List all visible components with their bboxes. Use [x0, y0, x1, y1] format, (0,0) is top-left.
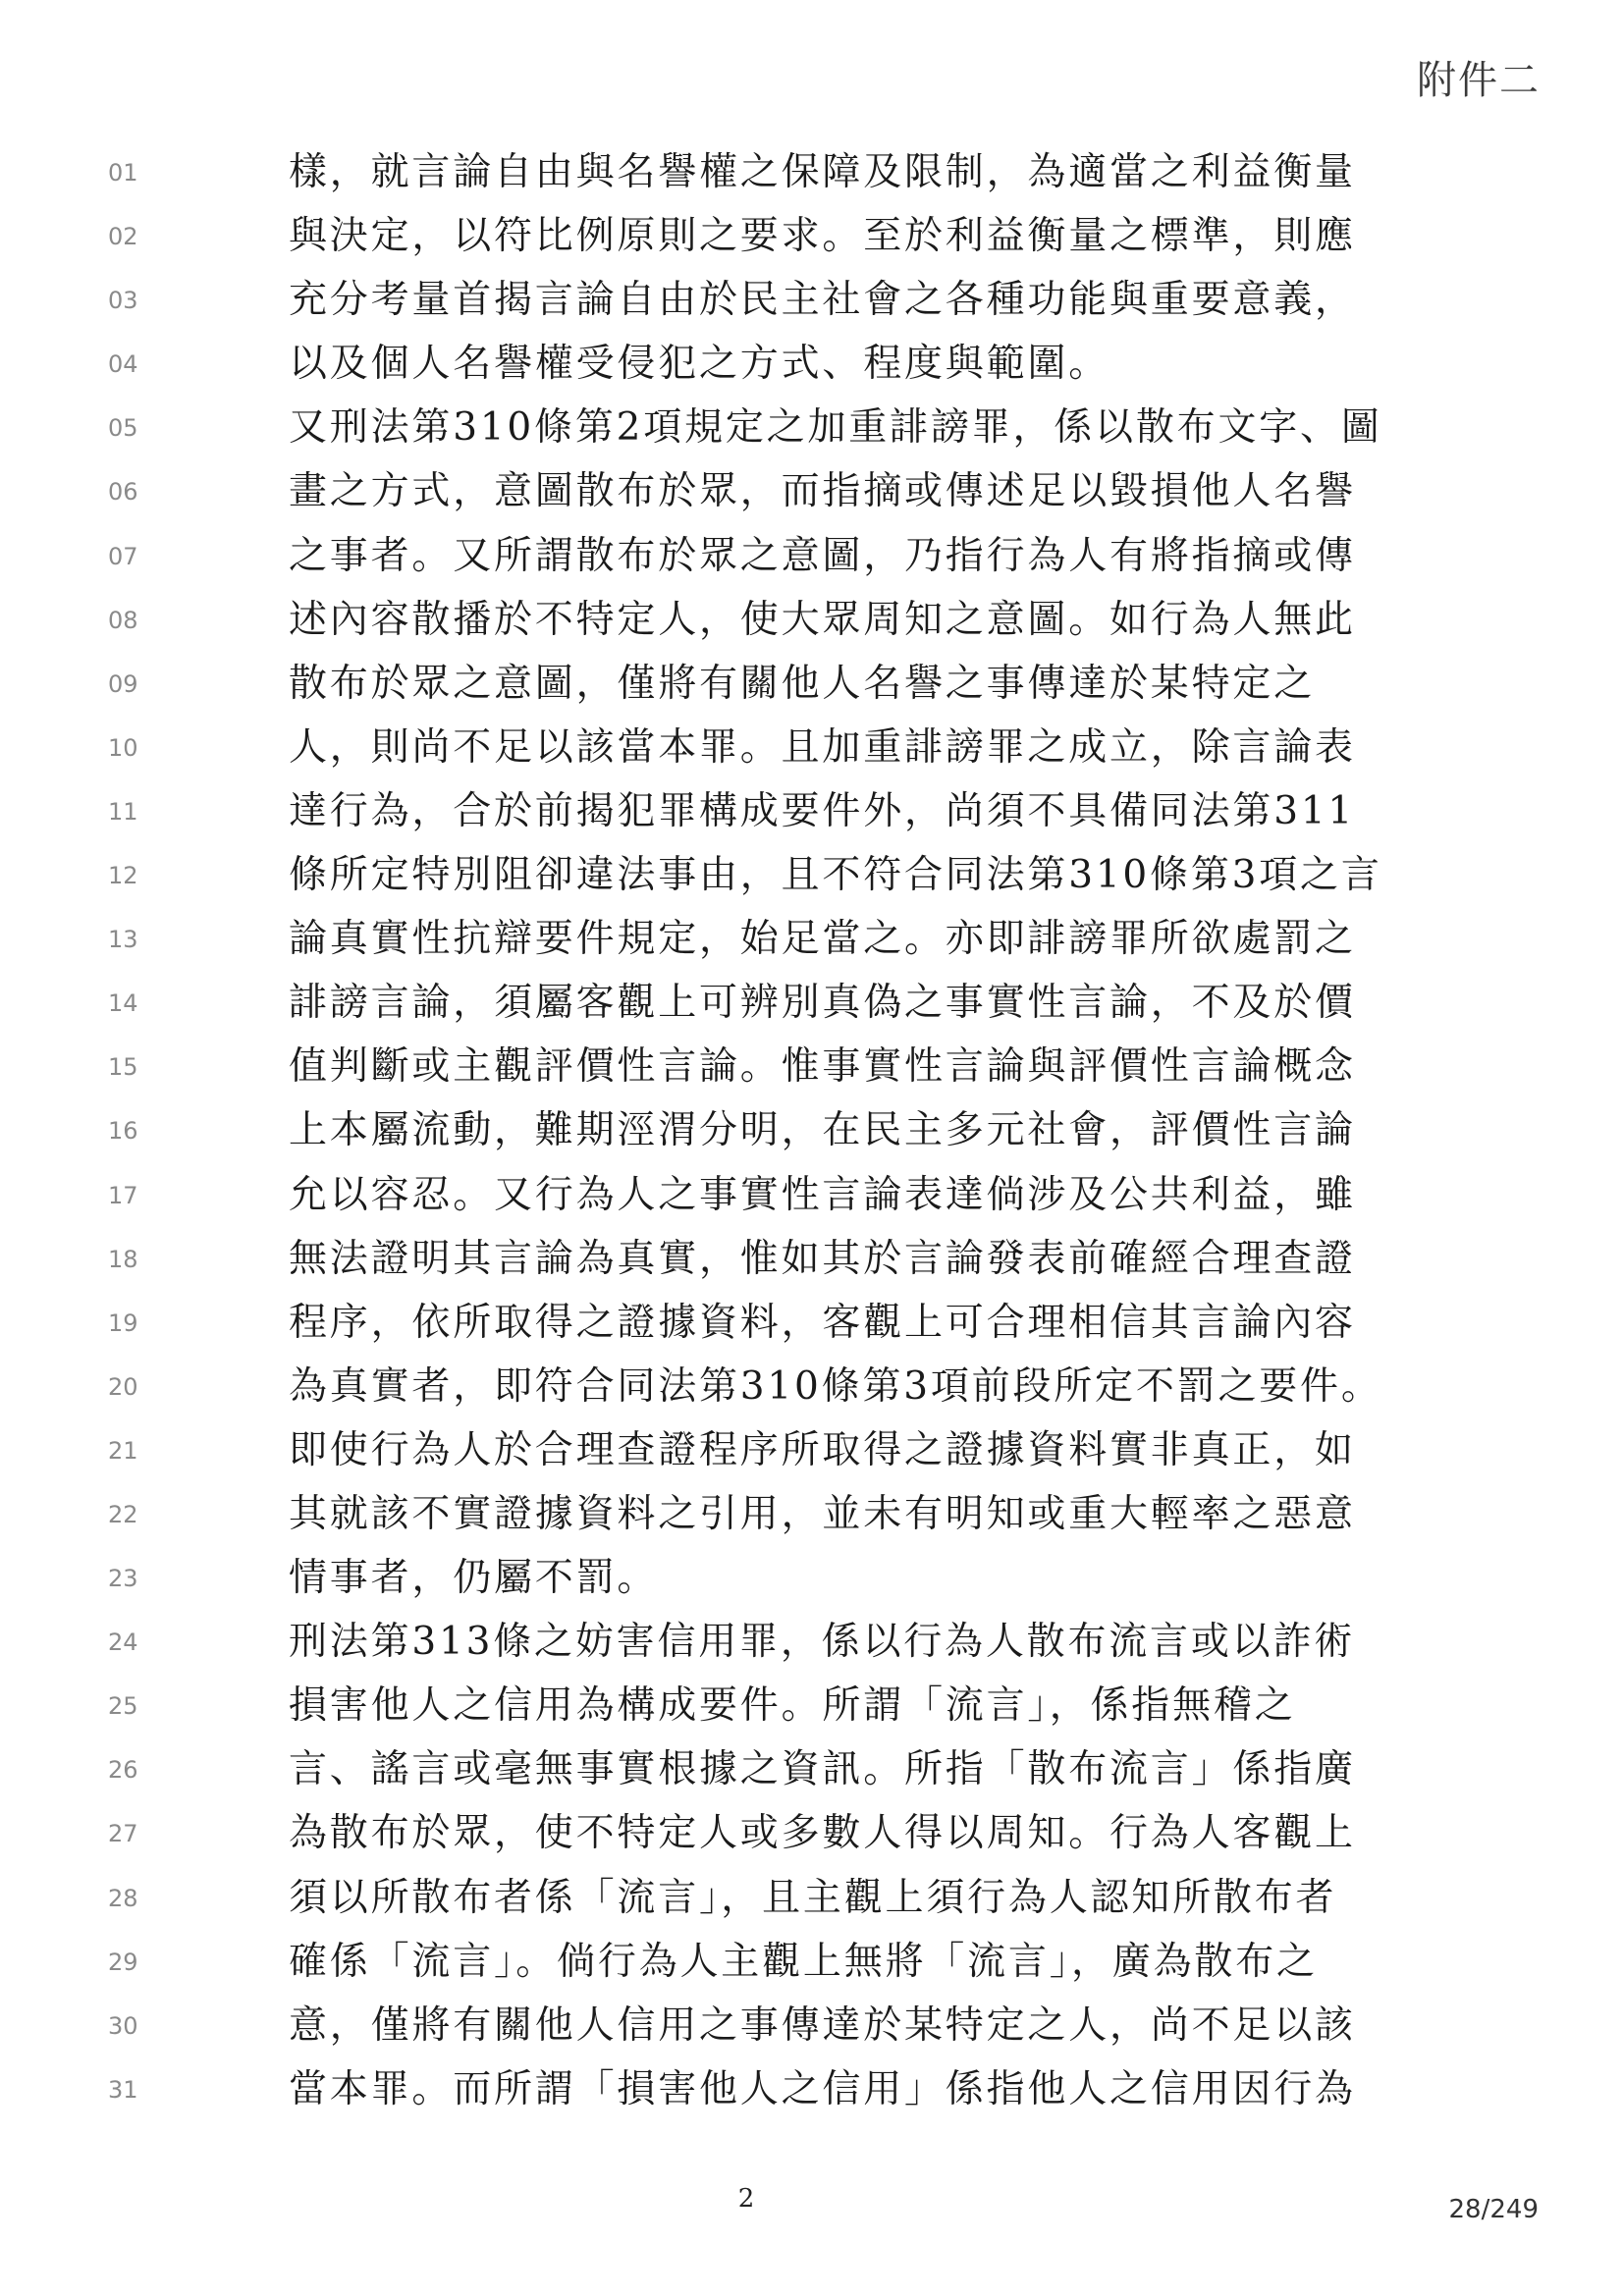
line-number: 22 [108, 1500, 138, 1528]
line-number: 04 [108, 350, 138, 379]
line-text: 述內容散播於不特定人，使大眾周知之意圖。如行為人無此 [289, 597, 1356, 642]
line-number: 02 [108, 223, 138, 251]
document-line [0, 1999, 1623, 2062]
line-number: 17 [108, 1181, 138, 1209]
page-number: 2 [737, 2184, 755, 2214]
line-number: 05 [108, 414, 138, 443]
line-text: 以及個人名譽權受侵犯之方式、程度與範圍。 [289, 342, 1110, 387]
document-line [0, 721, 1623, 784]
line-number: 10 [108, 733, 138, 762]
document-line [0, 145, 1623, 209]
line-text: 程序，依所取得之證據資料，客觀上可合理相信其言論內容 [289, 1300, 1356, 1345]
line-number: 15 [108, 1053, 138, 1082]
line-number: 16 [108, 1117, 138, 1146]
document-body [0, 145, 1623, 2126]
line-number: 21 [108, 1436, 138, 1465]
document-line [0, 1168, 1623, 1232]
document-line [0, 1360, 1623, 1423]
line-text: 論真實性抗辯要件規定，始足當之。亦即誹謗罪所欲處罰之 [289, 917, 1356, 962]
document-line [0, 1040, 1623, 1103]
document-line [0, 976, 1623, 1040]
page-count: 28/249 [1448, 2195, 1539, 2224]
line-text: 無法證明其言論為真實，惟如其於言論發表前確經合理查證 [289, 1236, 1356, 1281]
line-number: 25 [108, 1692, 138, 1721]
line-text: 又刑法第310條第2項規定之加重誹謗罪，係以散布文字、圖 [289, 405, 1382, 451]
line-number: 19 [108, 1308, 138, 1337]
document-line [0, 529, 1623, 593]
line-text: 人，則尚不足以該當本罪。且加重誹謗罪之成立，除言論表 [289, 724, 1356, 770]
line-text: 即使行為人於合理查證程序所取得之證據資料實非真正，如 [289, 1427, 1356, 1472]
line-text: 損害他人之信用為構成要件。所謂「流言」，係指無稽之 [289, 1683, 1296, 1729]
line-number: 27 [108, 1820, 138, 1848]
line-text: 情事者，仍屬不罰。 [289, 1556, 659, 1601]
document-line [0, 1423, 1623, 1487]
document-line [0, 1615, 1623, 1679]
line-number: 07 [108, 542, 138, 570]
line-number: 11 [108, 797, 138, 826]
line-number: 31 [108, 2075, 138, 2104]
line-text: 條所定特別阻卻違法事由，且不符合同法第310條第3項之言 [289, 853, 1382, 898]
document-line [0, 912, 1623, 976]
line-text: 樣，就言論自由與名譽權之保障及限制，為適當之利益衡量 [289, 150, 1356, 194]
line-text: 為散布於眾，使不特定人或多數人得以周知。行為人客觀上 [289, 1811, 1356, 1856]
line-number: 13 [108, 926, 138, 954]
line-number: 24 [108, 1629, 138, 1657]
line-text: 言、謠言或毫無事實根據之資訊。所指「散布流言」係指廣 [289, 1747, 1356, 1792]
document-line [0, 1551, 1623, 1615]
document-line [0, 1487, 1623, 1551]
line-text: 充分考量首揭言論自由於民主社會之各種功能與重要意義， [289, 278, 1356, 323]
attachment-label: 附件二 [1417, 58, 1541, 103]
line-text: 散布於眾之意圖，僅將有關他人名譽之事傳達於某特定之 [289, 661, 1316, 706]
line-number: 09 [108, 669, 138, 698]
line-number: 29 [108, 1948, 138, 1976]
line-number: 12 [108, 862, 138, 890]
line-text: 確係「流言」。倘行為人主觀上無將「流言」，廣為散布之 [289, 1939, 1318, 1984]
line-number: 03 [108, 287, 138, 315]
line-number: 14 [108, 989, 138, 1018]
line-number: 01 [108, 159, 138, 187]
document-line [0, 2062, 1623, 2126]
line-text: 意，僅將有關他人信用之事傳達於某特定之人，尚不足以該 [289, 2002, 1356, 2048]
line-text: 值判斷或主觀評價性言論。惟事實性言論與評價性言論概念 [289, 1044, 1356, 1090]
document-line [0, 657, 1623, 721]
line-text: 達行為，合於前揭犯罪構成要件外，尚須不具備同法第311 [289, 788, 1356, 833]
document-line [0, 1296, 1623, 1360]
line-text: 上本屬流動，難期涇渭分明，在民主多元社會，評價性言論 [289, 1108, 1356, 1153]
line-number: 20 [108, 1372, 138, 1401]
line-text: 其就該不實證據資料之引用，並未有明知或重大輕率之惡意 [289, 1491, 1356, 1536]
line-text: 誹謗言論，須屬客觀上可辨別真偽之事實性言論，不及於價 [289, 981, 1356, 1026]
line-text: 刑法第313條之妨害信用罪，係以行為人散布流言或以詐術 [289, 1620, 1356, 1665]
document-line [0, 337, 1623, 400]
line-number: 28 [108, 1884, 138, 1912]
line-text: 畫之方式，意圖散布於眾，而指摘或傳述足以毀損他人名譽 [289, 469, 1356, 514]
line-text: 允以容忍。又行為人之事實性言論表達倘涉及公共利益，雖 [289, 1172, 1356, 1217]
document-line [0, 784, 1623, 848]
document-line [0, 1679, 1623, 1742]
document-line [0, 1742, 1623, 1806]
document-line [0, 464, 1623, 528]
line-number: 18 [108, 1245, 138, 1273]
document-line [0, 1232, 1623, 1296]
line-number: 06 [108, 478, 138, 507]
line-text: 須以所散布者係「流言」，且主觀上須行為人認知所散布者 [289, 1875, 1337, 1920]
line-text: 之事者。又所謂散布於眾之意圖，乃指行為人有將指摘或傳 [289, 533, 1356, 578]
document-line [0, 1935, 1623, 1999]
line-number: 30 [108, 2011, 138, 2040]
line-text: 為真實者，即符合同法第310條第3項前段所定不罰之要件。 [289, 1363, 1382, 1409]
document-line [0, 848, 1623, 912]
line-number: 08 [108, 606, 138, 634]
document-line [0, 1871, 1623, 1935]
line-number: 23 [108, 1565, 138, 1593]
document-line [0, 209, 1623, 273]
document-line [0, 273, 1623, 337]
line-text: 與決定，以符比例原則之要求。至於利益衡量之標準，則應 [289, 214, 1356, 259]
document-line [0, 593, 1623, 657]
document-line [0, 400, 1623, 464]
line-number: 26 [108, 1756, 138, 1785]
document-line [0, 1806, 1623, 1870]
document-line [0, 1103, 1623, 1167]
line-text: 當本罪。而所謂「損害他人之信用」係指他人之信用因行為 [289, 2066, 1356, 2111]
